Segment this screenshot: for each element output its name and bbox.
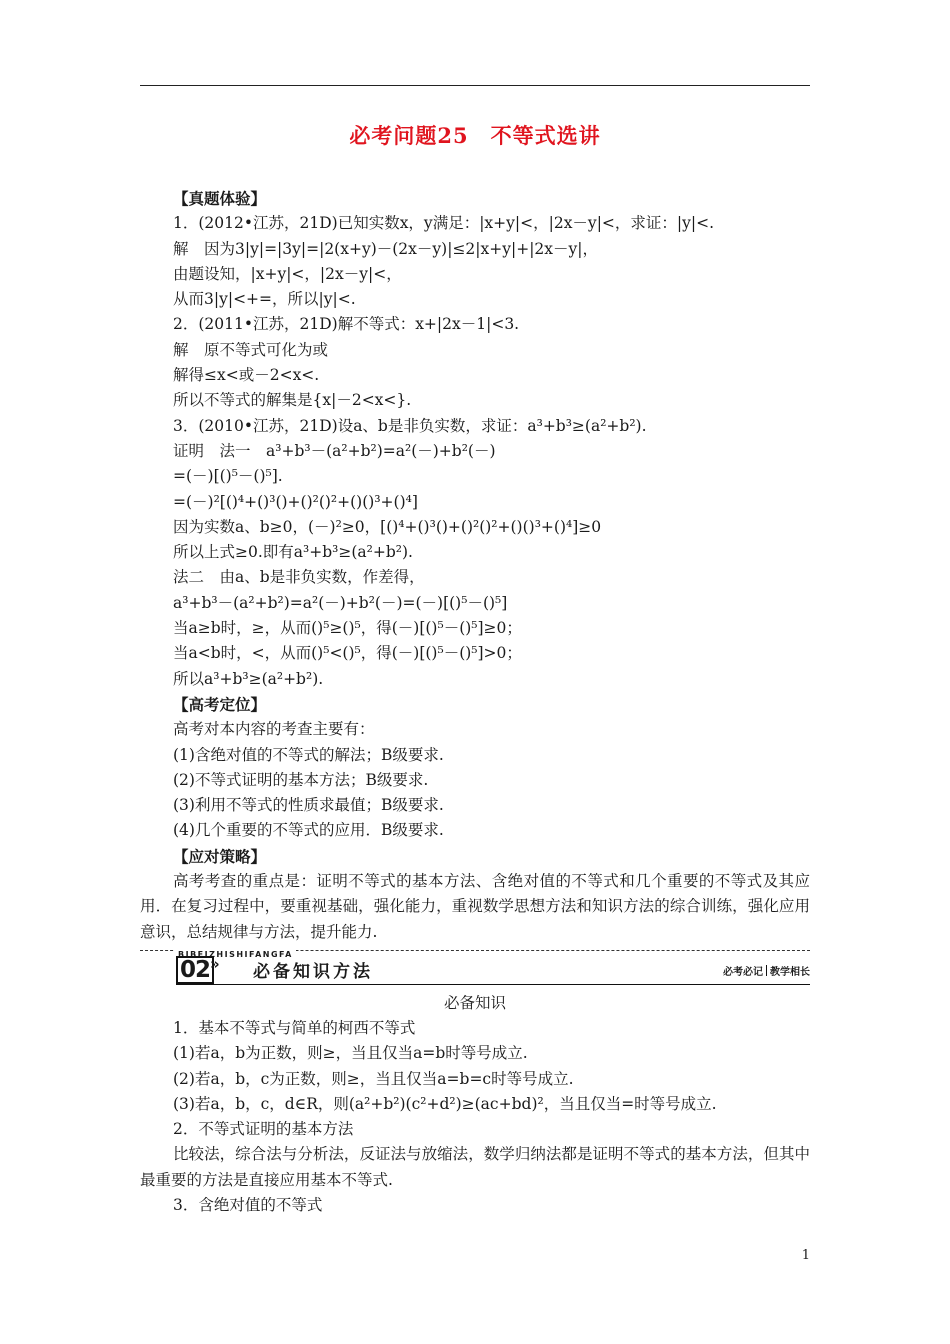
text-line: (3)利用不等式的性质求最值；B级要求. — [173, 796, 444, 815]
text-line: (2)不等式证明的基本方法；B级要求. — [173, 770, 429, 789]
section-heading-strategy: 【应对策略】 — [173, 846, 267, 866]
text-line: 所以不等式的解集是{x|－2<x<}. — [173, 391, 412, 410]
knowledge-item: 2．不等式证明的基本方法 — [173, 1120, 354, 1139]
text-line: 2．(2011•江苏，21D)解不等式：x+|2x－1|<3. — [173, 315, 520, 334]
text-line: a³+b³－(a²+b²)=a²(－)+b²(－)=(－)[()⁵－()⁵] — [173, 593, 508, 612]
document-body — [140, 186, 810, 1218]
text-line: 所以a³+b³≥(a²+b²). — [173, 669, 324, 688]
text-line: 3．(2010•江苏，21D)设a、b是非负实数，求证：a³+b³≥(a²+b²). — [173, 416, 647, 435]
text-line: 法二 由a、b是非负实数，作差得， — [173, 568, 425, 587]
text-line: 解得≤x<或－2<x<. — [173, 366, 320, 385]
text-line: 从而3|y|<+=，所以|y|<. — [173, 290, 356, 309]
knowledge-item: (1)若a，b为正数，则≥，当且仅当a=b时等号成立. — [173, 1044, 528, 1063]
text-line: 证明 法一 a³+b³－(a²+b²)=a²(－)+b²(－) — [173, 441, 496, 460]
text-line: 当a<b时，<，从而()⁵<()⁵，得(－)[()⁵－()⁵]>0； — [173, 644, 522, 663]
text-line: 1．(2012•江苏，21D)已知实数x，y满足：|x+y|<，|2x－y|<，求证：|y|<. — [173, 214, 715, 233]
text-line: =(－)²[()⁴+()³()+()²()²+()()³+()⁴] — [173, 492, 418, 511]
text-line: 解 原不等式可化为或 — [173, 340, 329, 359]
text-line: 由题设知，|x+y|<，|2x－y|<， — [173, 264, 402, 283]
text-line: (4)几个重要的不等式的应用．B级要求. — [173, 821, 444, 840]
page-title: 必考问题25 不等式选讲 — [349, 123, 601, 148]
strategy-paragraph: 高考考查的重点是：证明不等式的基本方法、含绝对值的不等式和几个重要的不等式及其应用．在复习过程中，要重视基础，强化能力，重视数学思想方法和知识方法的综合训练，强化应用意识，总结规律与方法，提升能力. — [140, 872, 810, 941]
text-line: 解 因为3|y|=|3y|=|2(x+y)－(2x－y)|≤2|x+y|+|2x－y|， — [173, 239, 599, 258]
banner-number: 02 — [176, 956, 214, 984]
text-line: (1)含绝对值的不等式的解法；B级要求. — [173, 745, 444, 764]
banner-arrow-icon: » — [210, 954, 220, 973]
banner-tag-right: 教学相长 — [770, 966, 810, 978]
knowledge-item: 3．含绝对值的不等式 — [173, 1195, 323, 1214]
text-line: 所以上式≥0.即有a³+b³≥(a²+b²). — [173, 543, 413, 562]
text-line: =(－)[()⁵－()⁵]. — [173, 467, 283, 486]
banner-title: 必备知识方法 — [253, 961, 373, 982]
banner-separator — [766, 965, 767, 976]
knowledge-item: (2)若a，b，c为正数，则≥，当且仅当a=b=c时等号成立. — [173, 1069, 574, 1088]
section-positioning — [140, 717, 810, 843]
knowledge-item: (3)若a，b，c，d∈R，则(a²+b²)(c²+d²)≥(ac+bd)²，当且仅当=时等号成立. — [173, 1094, 717, 1113]
text-line: 高考对本内容的考查主要有： — [173, 720, 375, 739]
banner-bottom-rule — [176, 984, 810, 985]
section-banner — [140, 948, 810, 984]
banner-tagline — [723, 963, 810, 978]
top-rule — [140, 85, 810, 86]
knowledge-subheading: 必备知识 — [443, 993, 506, 1012]
knowledge-paragraph: 比较法，综合法与分析法，反证法与放缩法，数学归纳法都是证明不等式的基本方法，但其中最重要的方法是直接应用基本不等式. — [140, 1145, 810, 1189]
text-line: 当a≥b时，≥，从而()⁵≥()⁵，得(－)[()⁵－()⁵]≥0； — [173, 619, 522, 638]
knowledge-list — [140, 1016, 810, 1142]
text-line: 因为实数a、b≥0，(－)²≥0，[()⁴+()³()+()²()²+()()³+()⁴]≥0 — [173, 517, 602, 536]
knowledge-item: 1．基本不等式与简单的柯西不等式 — [173, 1018, 416, 1037]
banner-tag-left: 必考必记 — [723, 966, 763, 978]
section-heading-positioning: 【高考定位】 — [173, 694, 267, 714]
section-heading-real-exam: 【真题体验】 — [173, 189, 267, 208]
section-real-exam — [140, 211, 810, 692]
banner-code: BIBEIZHISHIFANGFA — [175, 950, 296, 959]
page-number: 1 — [801, 1248, 810, 1263]
